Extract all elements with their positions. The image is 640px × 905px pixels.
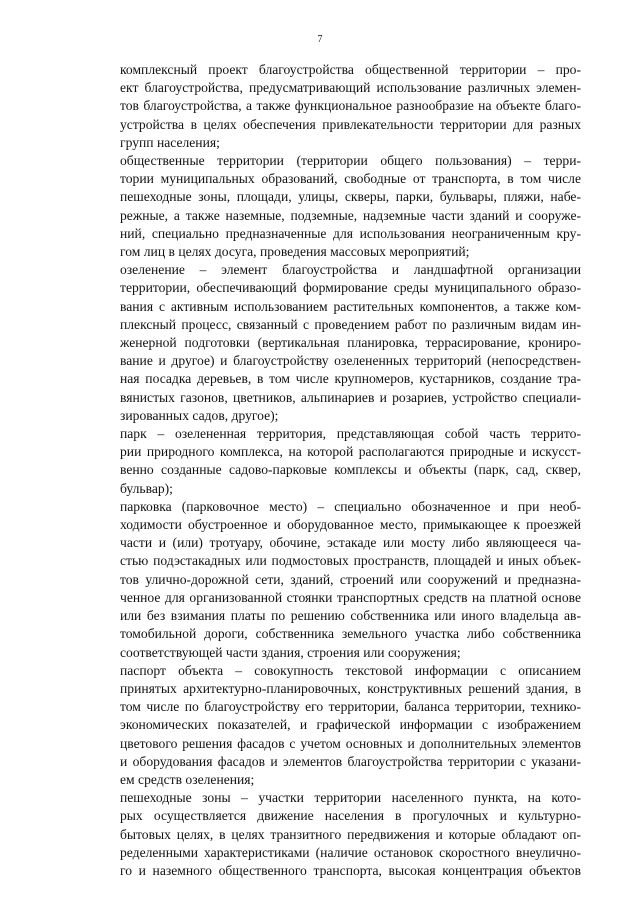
text-line: рых осуществляется движение населения в прогулочных и культурно- <box>120 808 581 824</box>
text-line: парковка (парковочное место) – специально обозначенное и при необ- <box>120 498 581 514</box>
text-line: гом лиц в целях досуга, проведения массовых мероприятий; <box>120 244 470 260</box>
text-line: вание и другое) и благоустройству озелененных территорий (непосредствен- <box>120 353 581 369</box>
text-line: групп населения; <box>120 134 220 150</box>
text-line: бытовых целях, в целях транзитного передвижения и которые обладают оп- <box>120 826 581 842</box>
text-line: ект благоустройства, предусматривающий использование различных элемен- <box>120 80 581 96</box>
text-line: и оборудования фасадов и элементов благоустройства территории с указани- <box>120 753 581 769</box>
text-line: режные, а также наземные, подземные, надземные части зданий и сооруже- <box>120 207 581 223</box>
text-line: территории, обеспечивающий формирование среды муниципального образо- <box>120 280 581 296</box>
text-line: пешеходные зоны – участки территории населенного пункта, на кото- <box>120 790 581 806</box>
text-line: экономических показателей, и графической информации с изображением <box>120 717 581 733</box>
text-line: рии природного комплекса, на которой располагаются природные и искусст- <box>120 444 581 460</box>
text-line: комплексный проект благоустройства общественной территории – про- <box>120 62 581 77</box>
text-line: парк – озелененная территория, представляющая собой часть террито- <box>120 426 581 442</box>
text-line: ем средств озеленения; <box>120 771 255 787</box>
definition-park <box>91 425 581 498</box>
text-line: венно созданные садово-парковые комплексы и объекты (парк, сад, сквер, <box>120 462 581 478</box>
text-line: принятых архитектурно-планировочных, конструктивных решений здания, в <box>120 680 581 696</box>
text-line: ний, специально предназначенные для использования неограниченным кру- <box>120 225 581 241</box>
text-line: стью подэстакадных или подмостовых пространств, площадей и иных объек- <box>120 553 581 569</box>
definition-object-passport <box>91 662 581 789</box>
page-number: 7 <box>317 34 323 45</box>
definition-public-territories <box>91 152 581 261</box>
text-line: женерной подготовки (вертикальная планировка, террасирование, кронирo- <box>120 335 581 351</box>
definition-landscaping <box>91 261 581 425</box>
text-line: ная посадка деревьев, в том числе крупномеров, кустарников, создание тра- <box>120 371 581 387</box>
text-line: устройства в целях обеспечения привлекательности территории для разных <box>120 116 581 132</box>
text-line: плексный процесс, связанный с проведением работ по различным видам ин- <box>120 316 581 332</box>
text-line: тов улично-дорожной сети, зданий, строений или сооружений и предназна- <box>120 571 581 587</box>
text-line: озеленение – элемент благоустройства и ландшафтной организации <box>120 262 581 278</box>
text-line: паспорт объекта – совокупность текстовой информации с описанием <box>120 662 581 678</box>
text-line: общественные территории (территории общего пользования) – терри- <box>120 153 581 169</box>
text-line: го и наземного общественного транспорта, высокая концентрация объектов <box>120 862 581 878</box>
text-line: цветового решения фасадов с учетом основных и дополнительных элементов <box>120 735 581 751</box>
text-line: или без взимания платы по решению собственника или иного владельца ав- <box>120 608 581 624</box>
text-line: тории муниципальных образований, свободные от транспорта, в том числе <box>120 171 581 187</box>
text-line: пешеходные зоны, площади, улицы, скверы, парки, бульвары, пляжи, набе- <box>120 189 581 205</box>
text-line: ченное для организованной стоянки транспортных средств на платной основе <box>120 589 581 605</box>
definition-comprehensive-project <box>91 61 581 152</box>
definition-pedestrian-zones <box>91 789 581 880</box>
text-line: бульвар); <box>120 480 173 496</box>
text-line: ходимости обустроенное и оборудованное место, примыкающее к проезжей <box>120 517 581 533</box>
text-line: соответствующей части здания, строения или сооружения; <box>120 644 461 660</box>
body-text <box>91 61 581 880</box>
text-line: вянистых газонов, цветников, альпинариев и розариев, устройство специали- <box>120 389 581 405</box>
definition-parking <box>91 498 581 662</box>
text-line: том числе по благоустройству его территории, баланса территории, технико- <box>120 699 581 715</box>
text-line: тов благоустройства, а также функциональное разнообразие на объекте благо- <box>120 98 581 114</box>
text-line: зированных садов, другое); <box>120 407 279 423</box>
text-line: части и (или) тротуару, обочине, эстакаде или мосту либо являющееся ча- <box>120 535 581 551</box>
text-line: томобильной дороги, собственника земельного участка либо собственника <box>120 626 581 642</box>
text-line: вания с активным использованием растительных компонентов, а также ком- <box>120 298 581 314</box>
text-line: ределенными характеристиками (наличие остановок скоростного внеулично- <box>120 844 581 860</box>
